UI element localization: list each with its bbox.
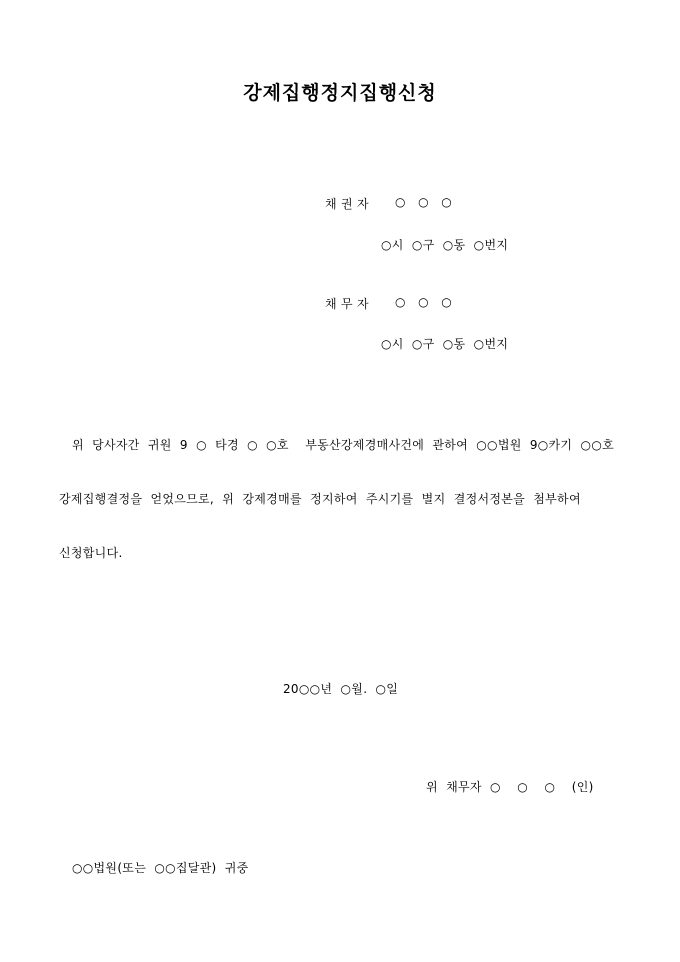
creditor-name: ○ ○ ○ — [395, 195, 452, 209]
debtor-signature: 위 채무자 ○ ○ ○ (인) — [426, 780, 594, 794]
document-title: 강제집행정지집행신청 — [243, 82, 437, 104]
application-date: 20○○년 ○월. ○일 — [283, 682, 399, 696]
paragraph-line-3: 신청합니다. — [59, 546, 123, 560]
debtor-label: 채 무 자 — [325, 297, 369, 311]
creditor-label: 채 권 자 — [325, 197, 369, 211]
debtor-address: ○시 ○구 ○동 ○번지 — [381, 337, 509, 351]
debtor-name: ○ ○ ○ — [395, 295, 452, 309]
paragraph-line-2: 강제집행결정을 얻었으므로, 위 강제경매를 정지하여 주시기를 별지 결정서정본을 첨부하여 — [59, 492, 581, 506]
addressee: ○○법원(또는 ○○집달관) 귀중 — [72, 861, 249, 875]
paragraph-line-1: 위 당사자간 귀원 9 ○ 타경 ○ ○호 부동산강제경매사건에 관하여 ○○법원 9○카기 ○○호 — [72, 438, 614, 452]
creditor-address: ○시 ○구 ○동 ○번지 — [381, 238, 509, 252]
